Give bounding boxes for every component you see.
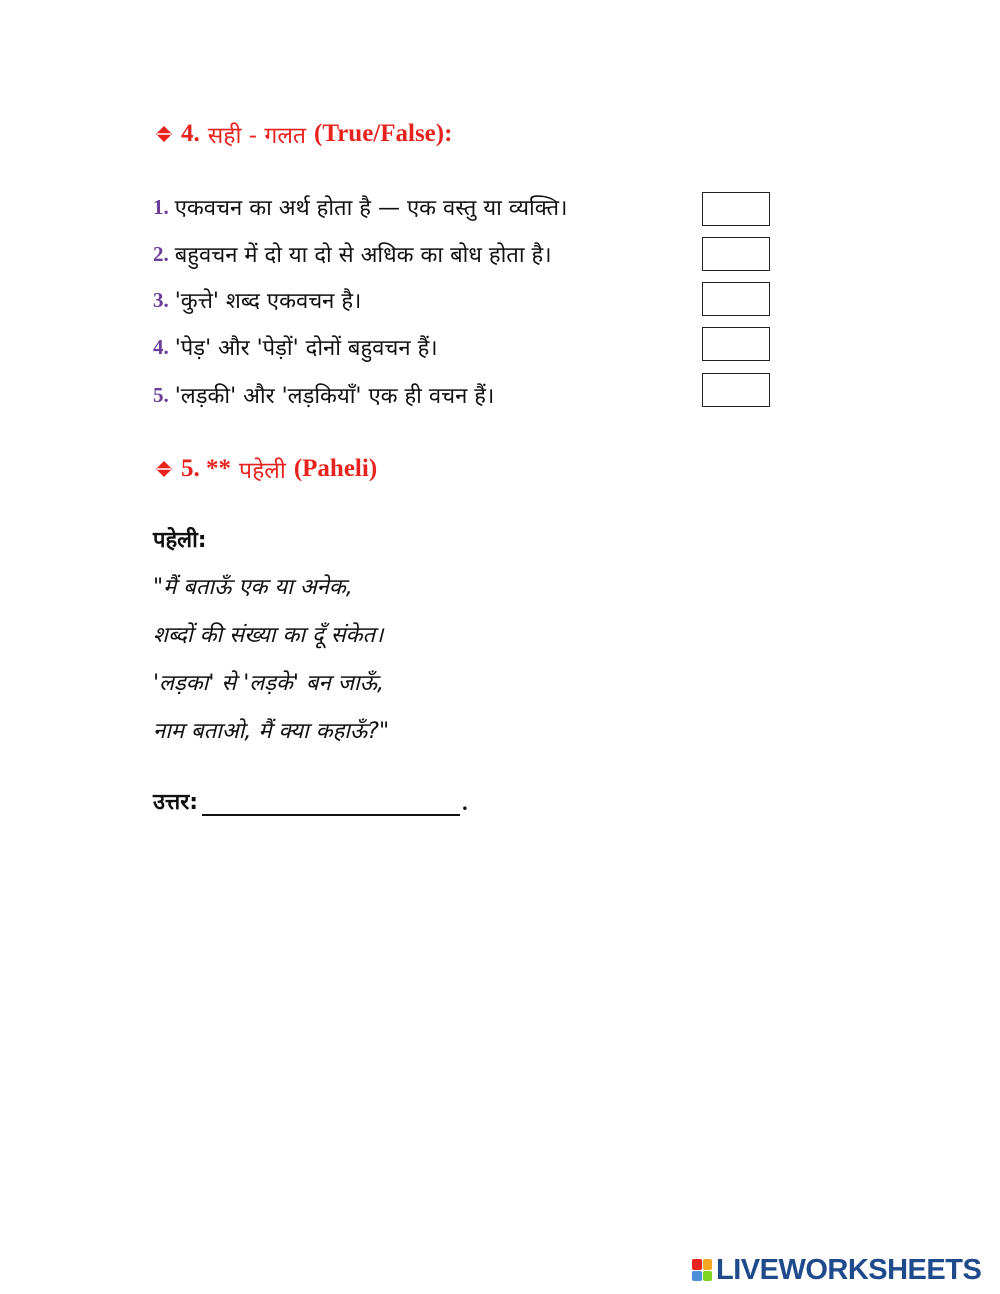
- riddle-line-2: शब्दों की संख्या का दूँ संकेत।: [153, 623, 384, 648]
- true-false-item-2: [153, 236, 552, 272]
- section-5-number: 5. **: [181, 455, 231, 482]
- diamond-bullet-icon: [155, 460, 173, 478]
- answer-end-dot: .: [462, 790, 468, 815]
- section-4-title-hindi: सही - गलत: [207, 123, 307, 149]
- answer-box-5[interactable]: [702, 373, 770, 407]
- answer-box-2[interactable]: [702, 237, 770, 271]
- section-4-heading: [155, 118, 452, 150]
- item-text: बहुवचन में दो या दो से अधिक का बोध होता है।: [174, 243, 552, 268]
- answer-row: [153, 786, 468, 816]
- liveworksheets-logo: [692, 1255, 981, 1285]
- riddle-line-4: नाम बताओ, मैं क्या कहाऊँ?": [153, 719, 390, 744]
- true-false-item-5: [153, 377, 494, 413]
- section-5-title-english: (Paheli): [293, 455, 378, 482]
- item-text: 'लड़की' और 'लड़कियाँ' एक ही वचन हैं।: [174, 384, 495, 409]
- section-4-title-english: (True/False):: [314, 120, 453, 147]
- riddle-line-1: "मैं बताऊँ एक या अनेक,: [153, 575, 353, 600]
- item-number: 4.: [153, 334, 169, 359]
- liveworksheets-logo-icon: [692, 1259, 712, 1281]
- item-text: एकवचन का अर्थ होता है — एक वस्तु या व्यक्ति।: [174, 196, 568, 221]
- diamond-bullet-icon: [155, 125, 173, 143]
- item-text: 'पेड़' और 'पेड़ों' दोनों बहुवचन हैं।: [174, 336, 438, 361]
- true-false-item-4: [153, 329, 438, 365]
- item-number: 5.: [153, 382, 169, 407]
- riddle-line-3: 'लड़का' से 'लड़के' बन जाऊँ,: [153, 671, 384, 696]
- answer-box-1[interactable]: [702, 192, 770, 226]
- true-false-item-3: [153, 282, 361, 318]
- answer-label: उत्तर:: [153, 790, 199, 815]
- answer-blank[interactable]: [202, 792, 460, 816]
- item-number: 2.: [153, 241, 169, 266]
- brand-name: LIVEWORKSHEETS: [716, 1253, 982, 1286]
- item-number: 3.: [153, 287, 169, 312]
- true-false-item-1: [153, 189, 567, 225]
- item-text: 'कुत्ते' शब्द एकवचन है।: [174, 289, 362, 314]
- answer-box-3[interactable]: [702, 282, 770, 316]
- item-number: 1.: [153, 194, 169, 219]
- section-5-title-hindi: पहेली: [239, 458, 286, 484]
- riddle-label: पहेली:: [153, 528, 207, 553]
- section-5-heading: [155, 453, 377, 485]
- answer-box-4[interactable]: [702, 327, 770, 361]
- section-4-number: 4.: [181, 120, 200, 147]
